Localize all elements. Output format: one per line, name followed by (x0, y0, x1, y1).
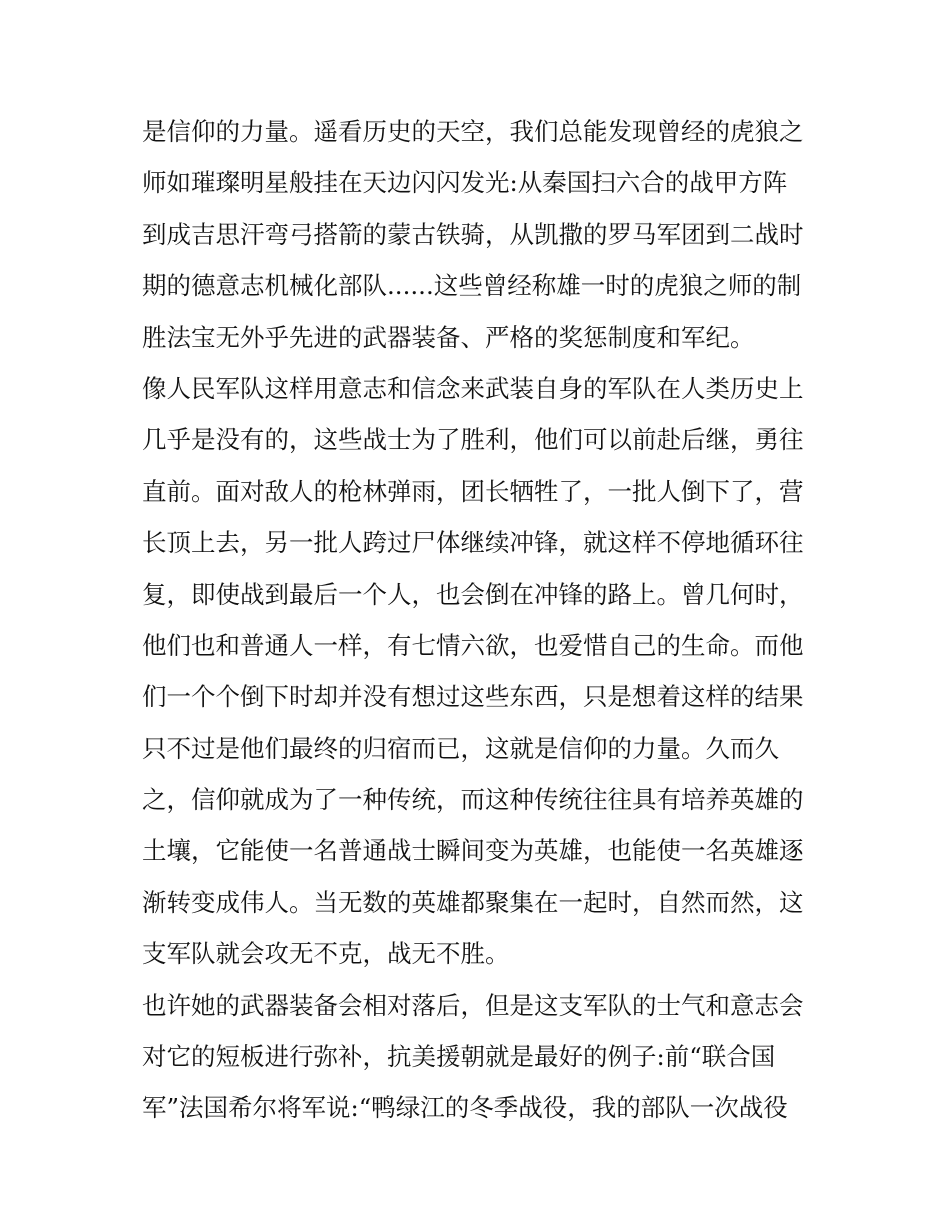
text-line-12: 们一个个倒下时却并没有想过这些东西，只是想着这样的结果 (142, 682, 804, 712)
text-line-14: 之，信仰就成为了一种传统，而这种传统往往具有培养英雄的 (142, 785, 804, 815)
text-line-4: 期的德意志机械化部队......这些曾经称雄一时的虎狼之师的制 (142, 271, 802, 301)
text-line-15: 土壤，它能使一名普通战士瞬间变为英雄，也能使一名英雄逐 (142, 836, 804, 866)
text-line-16: 渐转变成伟人。当无数的英雄都聚集在一起时，自然而然，这 (142, 887, 804, 917)
text-line-10: 复，即使战到最后一个人，也会倒在冲锋的路上。曾几何时， (142, 579, 804, 609)
body-text (142, 106, 814, 1134)
text-line-19: 对它的短板进行弥补，抗美援朝就是最好的例子:前“联合国 (142, 1042, 776, 1072)
text-line-2: 师如璀璨明星般挂在天边闪闪发光:从秦国扫六合的战甲方阵 (142, 168, 788, 198)
text-line-1: 是信仰的力量。遥看历史的天空，我们总能发现曾经的虎狼之 (142, 117, 804, 146)
text-line-3: 到成吉思汗弯弓搭箭的蒙古铁骑，从凯撒的罗马军团到二战时 (142, 219, 804, 249)
text-line-5: 胜法宝无外乎先进的武器装备、严格的奖惩制度和军纪。 (142, 322, 755, 352)
text-line-7: 几乎是没有的，这些战士为了胜利，他们可以前赴后继，勇往 (142, 425, 804, 455)
text-line-13: 只不过是他们最终的归宿而已，这就是信仰的力量。久而久 (142, 733, 779, 763)
text-line-17: 支军队就会攻无不克，战无不胜。 (142, 939, 510, 969)
text-line-11: 他们也和普通人一样，有七情六欲，也爱惜自己的生命。而他 (142, 630, 804, 660)
text-line-8: 直前。面对敌人的枪林弹雨，团长牺牲了，一批人倒下了，营 (142, 476, 804, 506)
text-line-18: 也许她的武器装备会相对落后，但是这支军队的士气和意志会 (142, 990, 804, 1020)
text-line-9: 长顶上去，另一批人跨过尸体继续冲锋，就这样不停地循环往 (142, 528, 804, 558)
text-line-6: 像人民军队这样用意志和信念来武装自身的军队在人类历史上 (142, 373, 804, 403)
text-line-20: 军”法国希尔将军说:“鸭绿江的冬季战役，我的部队一次战役 (142, 1093, 788, 1123)
